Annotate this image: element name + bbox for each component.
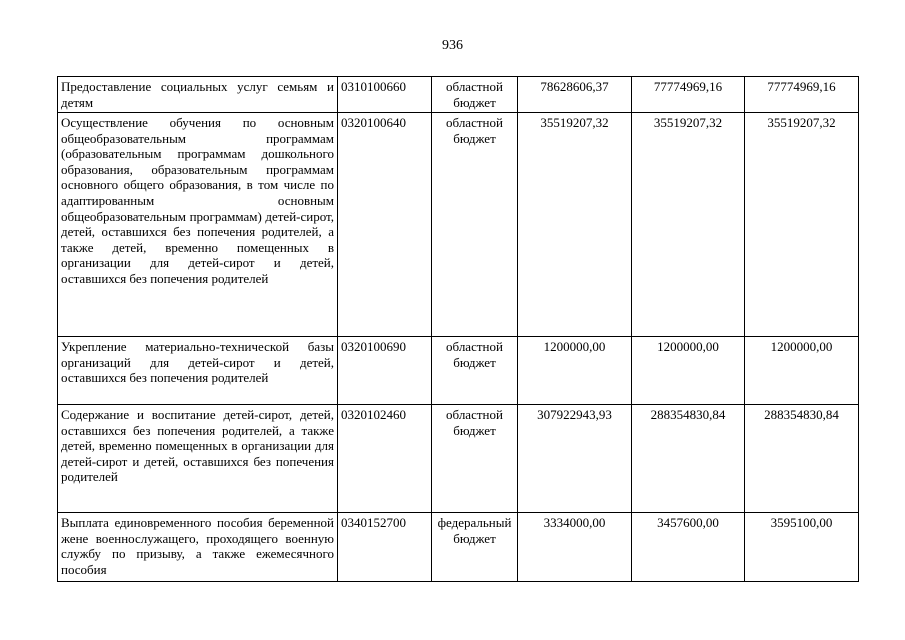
- program-name-cell: Содержание и воспитание детей-сирот, детей, оставшихся без попечения родителей, а также детей, временно помещенных в организации для детей-сирот и детей, оставшихся без попечения родителей: [58, 405, 338, 513]
- target-code-cell: 0310100660: [338, 77, 432, 113]
- target-code-cell: 0320102460: [338, 405, 432, 513]
- amount-year1-cell: 3334000,00: [518, 513, 632, 582]
- amount-year3-cell: 3595100,00: [745, 513, 859, 582]
- table-row: [58, 405, 859, 513]
- program-name-cell: Выплата единовременного пособия беременной жене военнослужащего, проходящего военную службу по призыву, а также ежемесячного пособия: [58, 513, 338, 582]
- amount-year3-cell: 77774969,16: [745, 77, 859, 113]
- amount-year1-cell: 78628606,37: [518, 77, 632, 113]
- table-row: [58, 113, 859, 337]
- target-code-cell: 0340152700: [338, 513, 432, 582]
- funding-source-cell: областной бюджет: [432, 405, 518, 513]
- amount-year2-cell: 3457600,00: [632, 513, 745, 582]
- funding-source-cell: областной бюджет: [432, 337, 518, 405]
- program-name-cell: Укрепление материально-технической базы организаций для детей-сирот и детей, оставшихся без попечения родителей: [58, 337, 338, 405]
- amount-year1-cell: 35519207,32: [518, 113, 632, 337]
- funding-source-cell: областной бюджет: [432, 77, 518, 113]
- funding-source-cell: областной бюджет: [432, 113, 518, 337]
- target-code-cell: 0320100640: [338, 113, 432, 337]
- table-row: [58, 513, 859, 582]
- amount-year3-cell: 35519207,32: [745, 113, 859, 337]
- table-row: [58, 77, 859, 113]
- funding-source-cell: федеральный бюджет: [432, 513, 518, 582]
- amount-year1-cell: 1200000,00: [518, 337, 632, 405]
- budget-table: [57, 76, 859, 582]
- page-number: 936: [442, 38, 463, 53]
- table-row: [58, 337, 859, 405]
- amount-year2-cell: 35519207,32: [632, 113, 745, 337]
- program-name-cell: Предоставление социальных услуг семьям и детям: [58, 77, 338, 113]
- amount-year3-cell: 1200000,00: [745, 337, 859, 405]
- amount-year2-cell: 77774969,16: [632, 77, 745, 113]
- program-name-cell: Осуществление обучения по основным общеобразовательным программам (образовательным программам дошкольного образования, образовательным программам основного общего образования, в том числе по адаптированным основным общеобразовательным программам) детей-сирот, детей, оставшихся без попечения родителей, а также детей, временно помещенных в организации для детей-сирот и детей, оставшихся без попечения родителей: [58, 113, 338, 337]
- amount-year2-cell: 1200000,00: [632, 337, 745, 405]
- target-code-cell: 0320100690: [338, 337, 432, 405]
- amount-year3-cell: 288354830,84: [745, 405, 859, 513]
- amount-year2-cell: 288354830,84: [632, 405, 745, 513]
- amount-year1-cell: 307922943,93: [518, 405, 632, 513]
